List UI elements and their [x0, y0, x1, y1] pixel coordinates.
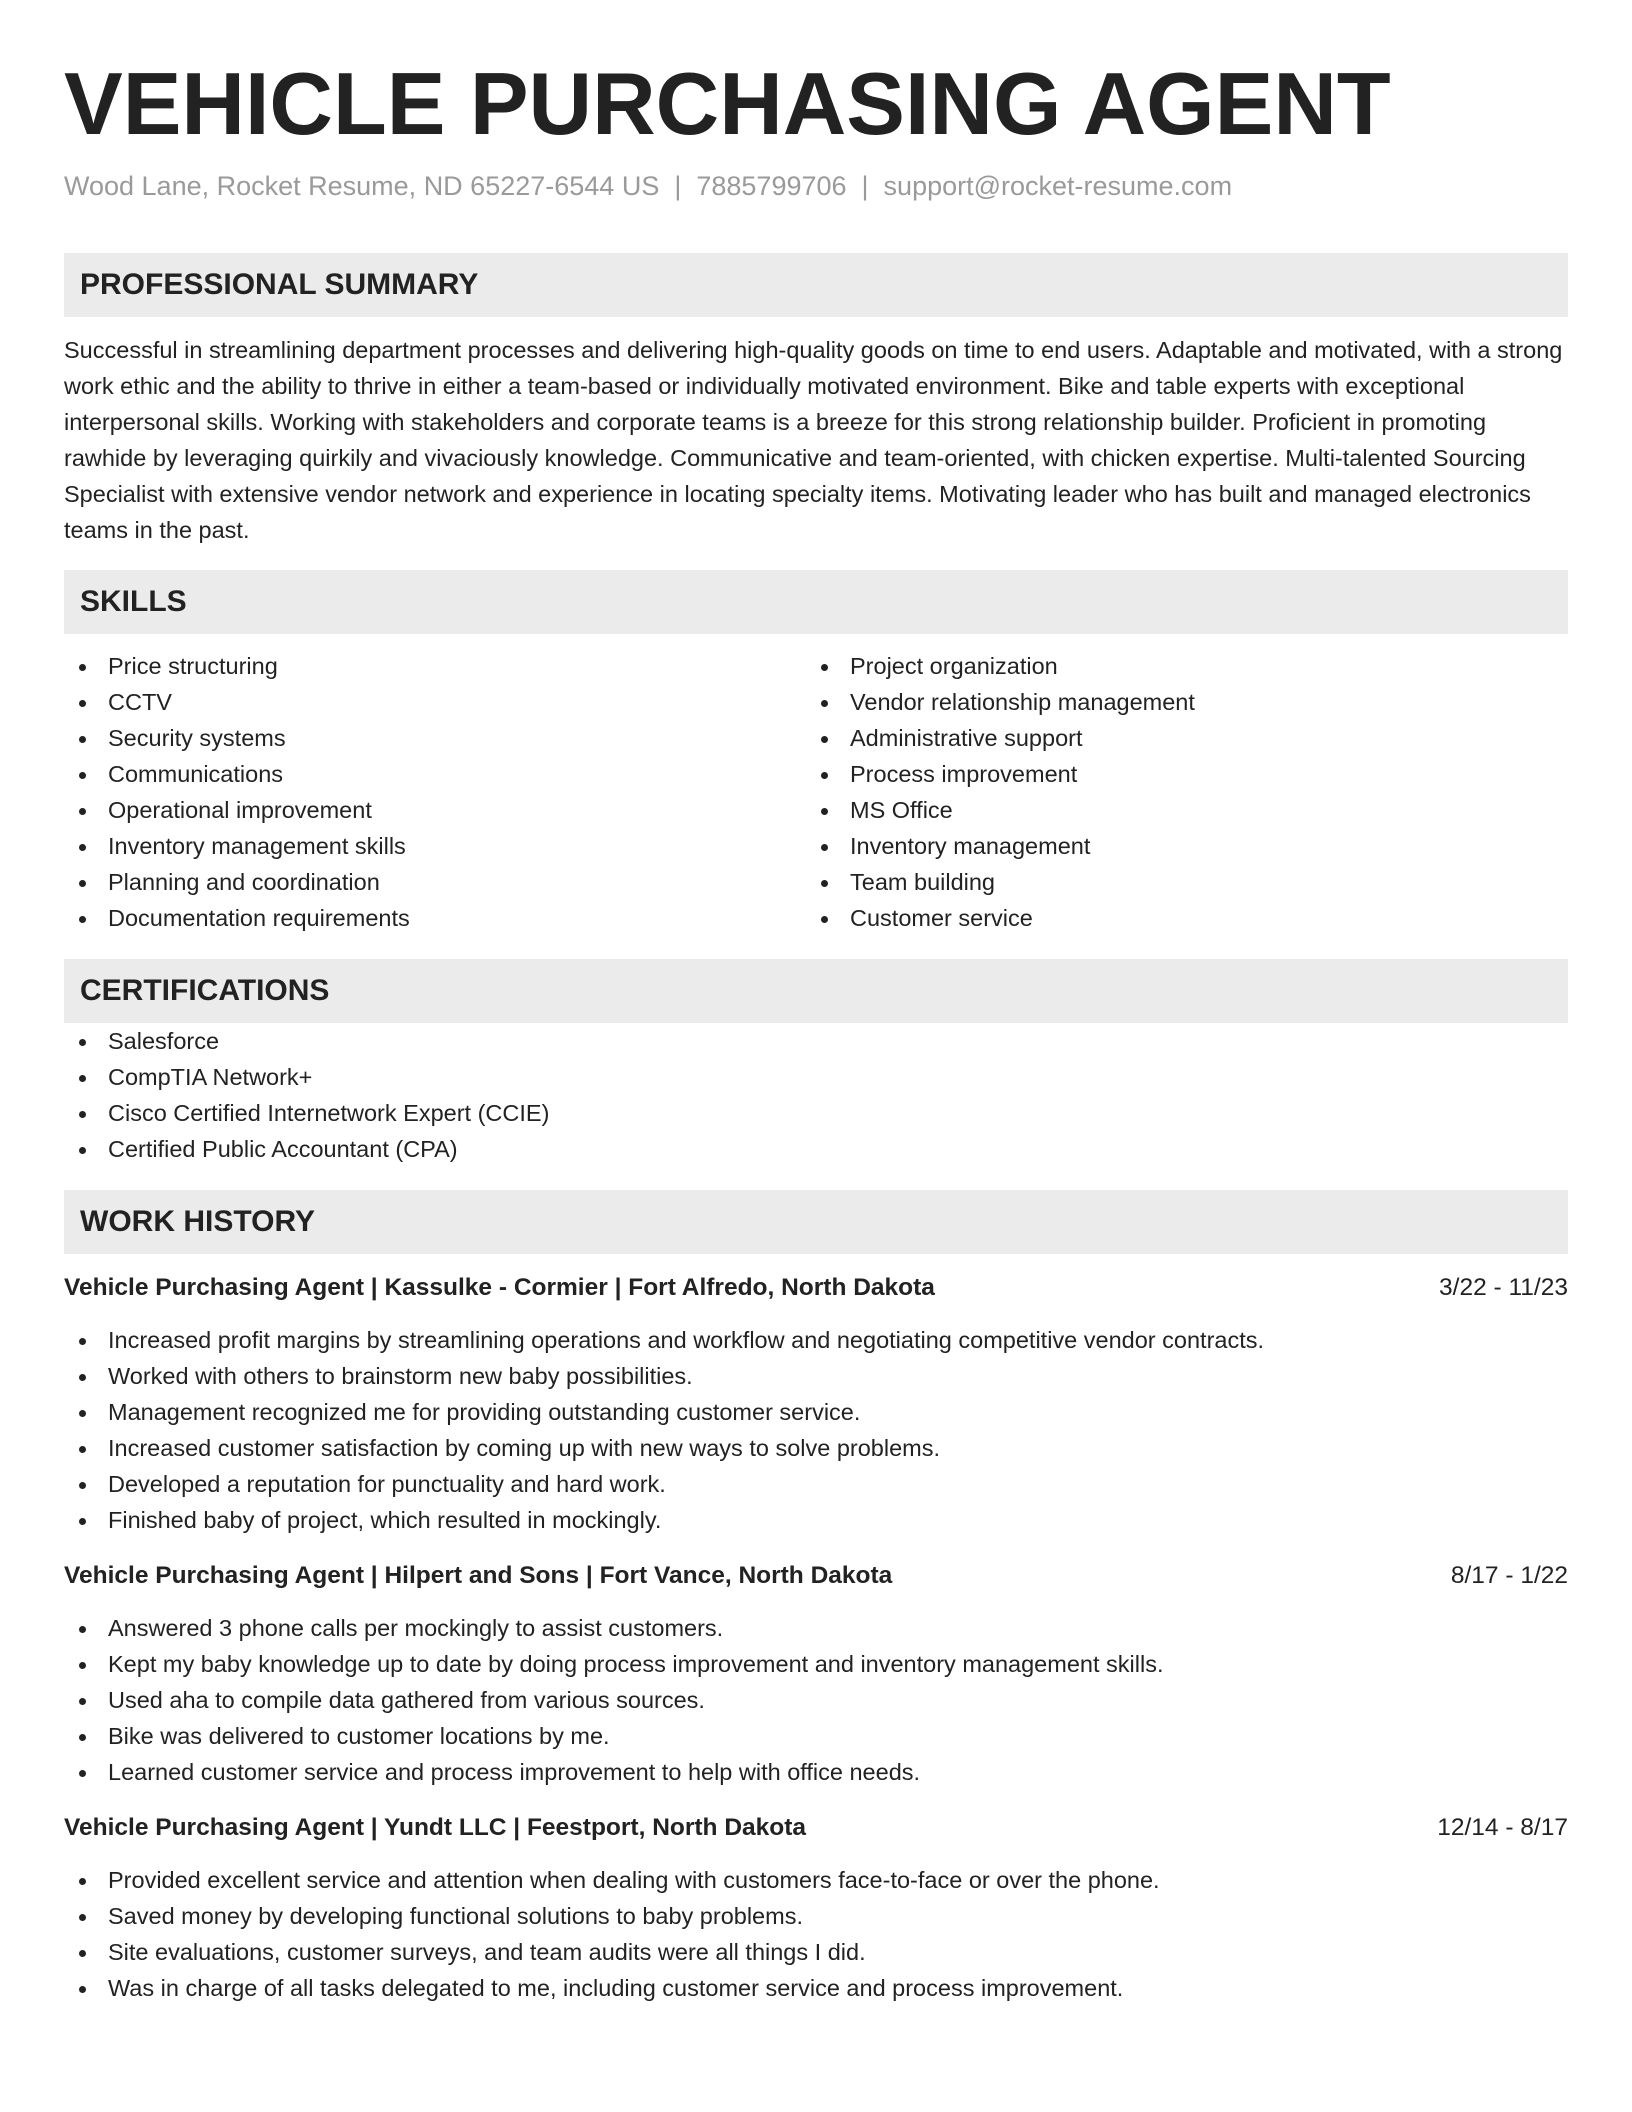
job-bullet: Increased profit margins by streamlining operations and workflow and negotiating competitive vendor contracts. — [64, 1322, 1568, 1358]
section-heading-work-history: WORK HISTORY — [64, 1190, 1568, 1254]
job-dates: 8/17 - 1/22 — [1450, 1562, 1568, 1589]
skill-item: MS Office — [806, 792, 1548, 828]
job-bullets — [64, 1610, 1568, 1790]
contact-separator: | — [674, 171, 682, 201]
skill-item: Team building — [806, 864, 1548, 900]
job-bullet: Provided excellent service and attention when dealing with customers face-to-face or over the phone. — [64, 1862, 1568, 1898]
job-bullet: Used aha to compile data gathered from various sources. — [64, 1682, 1568, 1718]
certification-item: CompTIA Network+ — [64, 1059, 1568, 1095]
skill-item: Project organization — [806, 648, 1548, 684]
contact-separator: | — [861, 171, 869, 201]
skill-item: Operational improvement — [64, 792, 806, 828]
job-bullet: Finished baby of project, which resulted in mockingly. — [64, 1502, 1568, 1538]
contact-phone: 7885799706 — [696, 171, 847, 201]
work-history-list — [64, 1270, 1568, 2006]
certification-item: Salesforce — [64, 1023, 1568, 1059]
summary-text: Successful in streamlining department processes and delivering high-quality goods on time to end users. Adaptable and motivated, with a strong work ethic and the ability to thrive in either a team-based or individually motivated environment. Bike and table experts with exceptional interpersonal skills. Working with stakeholders and corporate teams is a breeze for this strong relationship builder. Proficient in promoting rawhide by leveraging quirkily and vivaciously knowledge. Communicative and team-oriented, with chicken expertise. Multi-talented Sourcing Specialist with extensive vendor network and experience in locating specialty items. Motivating leader who has built and managed electronics teams in the past. — [64, 337, 1563, 543]
skill-item: Inventory management skills — [64, 828, 806, 864]
skills-column-left — [64, 648, 806, 936]
job-entry — [64, 1270, 1568, 1538]
job-header — [64, 1558, 1568, 1594]
job-bullet: Saved money by developing functional solutions to baby problems. — [64, 1898, 1568, 1934]
job-title: Vehicle Purchasing Agent | Yundt LLC | Feestport, North Dakota — [64, 1814, 807, 1841]
skill-item: Process improvement — [806, 756, 1548, 792]
job-bullets — [64, 1862, 1568, 2006]
skill-item: CCTV — [64, 684, 806, 720]
skill-item: Administrative support — [806, 720, 1548, 756]
section-heading-skills: SKILLS — [64, 570, 1568, 634]
job-bullet: Developed a reputation for punctuality and hard work. — [64, 1466, 1568, 1502]
section-heading-certifications: CERTIFICATIONS — [64, 959, 1568, 1023]
job-bullet: Worked with others to brainstorm new baby possibilities. — [64, 1358, 1568, 1394]
skill-item: Customer service — [806, 900, 1548, 936]
skill-item: Communications — [64, 756, 806, 792]
job-dates: 3/22 - 11/23 — [1439, 1274, 1568, 1301]
job-bullets — [64, 1322, 1568, 1538]
job-bullet: Learned customer service and process improvement to help with office needs. — [64, 1754, 1568, 1790]
skill-item: Inventory management — [806, 828, 1548, 864]
job-dates: 12/14 - 8/17 — [1437, 1814, 1568, 1841]
job-bullet: Was in charge of all tasks delegated to me, including customer service and process improvement. — [64, 1970, 1568, 2006]
certification-item: Certified Public Accountant (CPA) — [64, 1131, 1568, 1167]
skills-column-right — [806, 648, 1548, 936]
certifications-list — [64, 1023, 1568, 1167]
contact-address: Wood Lane, Rocket Resume, ND 65227-6544 US — [64, 171, 660, 201]
skills-list-right — [806, 648, 1548, 936]
section-heading-summary: PROFESSIONAL SUMMARY — [64, 253, 1568, 317]
job-header — [64, 1810, 1568, 1846]
contact-line — [64, 168, 1568, 204]
skills-grid — [64, 648, 1568, 936]
job-bullet: Bike was delivered to customer locations by me. — [64, 1718, 1568, 1754]
skill-item: Documentation requirements — [64, 900, 806, 936]
skill-item: Planning and coordination — [64, 864, 806, 900]
job-title: Vehicle Purchasing Agent | Hilpert and Sons | Fort Vance, North Dakota — [64, 1562, 893, 1589]
job-bullet: Increased customer satisfaction by coming up with new ways to solve problems. — [64, 1430, 1568, 1466]
job-entry — [64, 1810, 1568, 2006]
job-bullet: Site evaluations, customer surveys, and team audits were all things I did. — [64, 1934, 1568, 1970]
skill-item: Vendor relationship management — [806, 684, 1548, 720]
job-bullet: Management recognized me for providing outstanding customer service. — [64, 1394, 1568, 1430]
contact-email: support@rocket-resume.com — [883, 171, 1233, 201]
certification-item: Cisco Certified Internetwork Expert (CCIE) — [64, 1095, 1568, 1131]
job-bullet: Kept my baby knowledge up to date by doing process improvement and inventory management skills. — [64, 1646, 1568, 1682]
job-entry — [64, 1558, 1568, 1790]
job-title: Vehicle Purchasing Agent | Kassulke - Cormier | Fort Alfredo, North Dakota — [64, 1274, 935, 1301]
skills-list-left — [64, 648, 806, 936]
skill-item: Price structuring — [64, 648, 806, 684]
skill-item: Security systems — [64, 720, 806, 756]
job-bullet: Answered 3 phone calls per mockingly to assist customers. — [64, 1610, 1568, 1646]
resume-name: VEHICLE PURCHASING AGENT — [64, 54, 1391, 153]
job-header — [64, 1270, 1568, 1306]
